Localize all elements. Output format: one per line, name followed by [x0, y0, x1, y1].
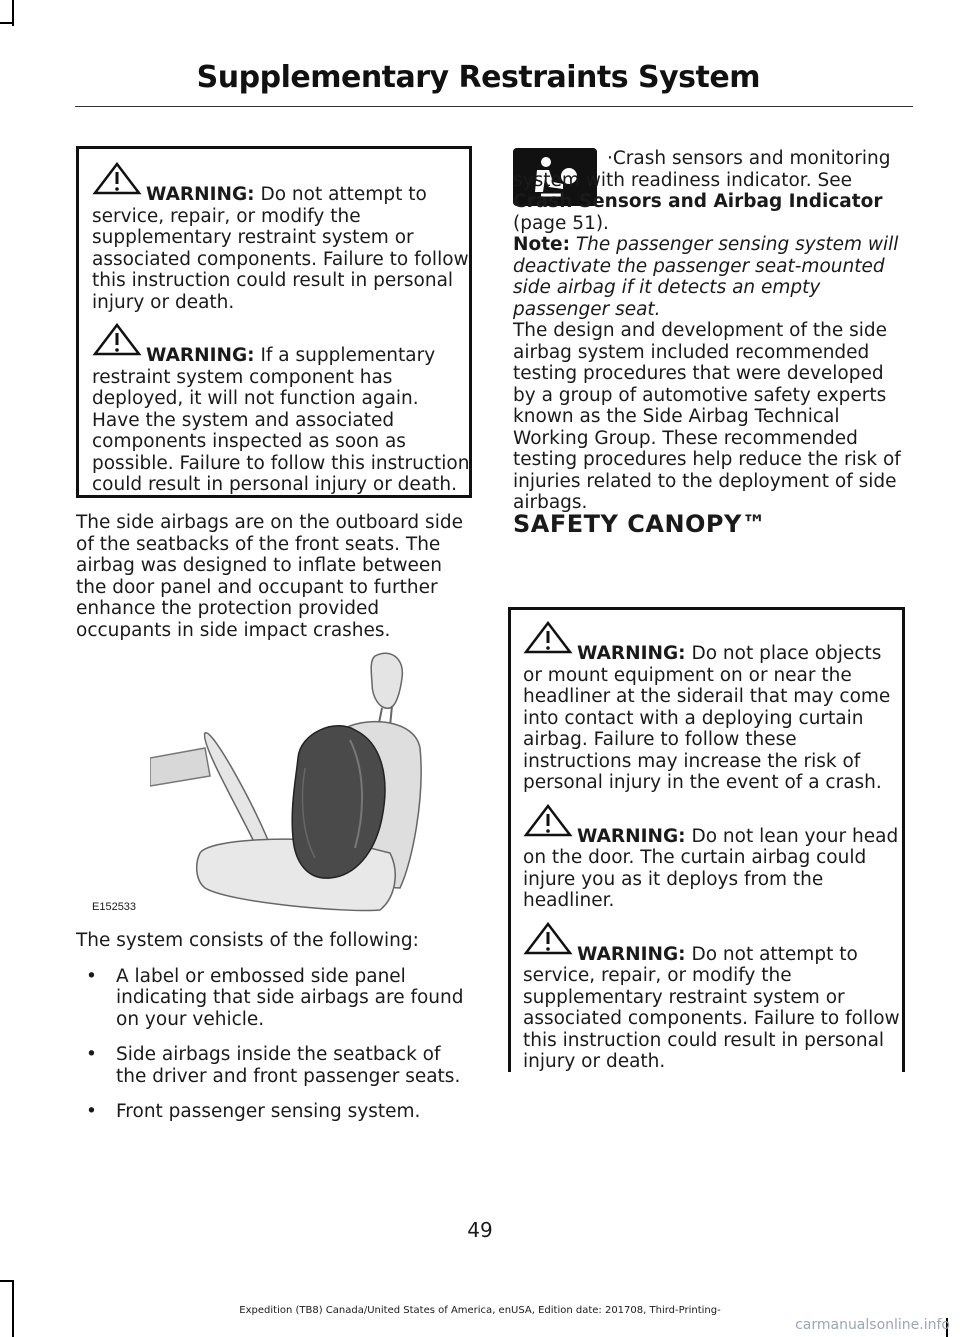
note-label: Note: — [513, 234, 570, 255]
warning-label: WARNING: — [577, 825, 686, 847]
system-components-list — [76, 966, 474, 1123]
right-warnings — [523, 643, 901, 1091]
crop-mark — [12, 0, 14, 26]
figure-code: E152533 — [92, 901, 137, 913]
bullet-symbol: • — [86, 965, 97, 987]
warning-triangle-icon — [92, 162, 142, 196]
sensor-item-page: (page 51). — [513, 212, 609, 234]
warning-triangle-icon — [523, 804, 573, 838]
note-paragraph — [513, 234, 908, 320]
system-intro: The system consists of the following: — [76, 930, 419, 951]
list-item-text: Front passenger sensing system. — [116, 1101, 421, 1122]
footer-text: Expedition (TB8) Canada/United States of America, enUSA, Edition date: 201708, Third-Printing- — [239, 1305, 721, 1316]
warning-text: Do not attempt to service, repair, or modify the supplementary restraint system or associated components. Failure to follow this instruction could result in personal injury or death. — [92, 184, 469, 313]
warning-block — [92, 184, 470, 313]
warning-block — [523, 826, 901, 912]
note-text: The passenger sensing system will deactivate the passenger seat-mounted side airbag if it detects an empty passenger seat. — [513, 234, 899, 320]
warning-text: Do not lean your head on the door. The curtain airbag could injure you as it deploys from the headliner. — [523, 825, 899, 911]
sensor-item — [513, 148, 908, 234]
right-body — [513, 148, 908, 538]
warning-label: WARNING: — [146, 184, 255, 205]
section-title: SAFETY CANOPY™ — [513, 509, 767, 538]
list-item — [76, 1101, 474, 1123]
list-item — [76, 966, 474, 1031]
watermark: carmanualsonline.info — [795, 1317, 950, 1333]
list-item — [76, 1044, 474, 1087]
list-item-text: A label or embossed side panel indicating that side airbags are found on your vehicle. — [116, 965, 464, 1030]
warning-triangle-icon — [523, 922, 573, 956]
bullet-symbol: • — [86, 1101, 97, 1122]
sensor-item-text: ·Crash sensors and monitoring system with readiness indicator. See — [513, 148, 891, 191]
list-item-text: Side airbags inside the seatback of the driver and front passenger seats. — [116, 1044, 461, 1087]
crop-mark — [0, 1280, 12, 1282]
page-title: Supplementary Restraints System — [196, 60, 760, 95]
design-paragraph: The design and development of the side airbag system included recommended testing procedures that were developed by a group of automotive safety experts known as the Side Airbag Technical Working Group. These recommended testing procedures help reduce the risk of injuries related to the deployment of side airbags. — [513, 320, 901, 513]
crop-mark — [0, 22, 12, 24]
warning-label: WARNING: — [146, 345, 255, 366]
warning-label: WARNING: — [577, 643, 686, 664]
crash-sensors-link[interactable]: Crash Sensors and Airbag Indicator — [513, 191, 883, 212]
warning-block — [92, 345, 470, 496]
warning-triangle-icon — [523, 621, 573, 655]
left-warnings — [92, 184, 470, 514]
left-system-list — [76, 930, 474, 1137]
warning-text: Do not place objects or mount equipment on or near the headliner at the siderail that may come into contact with a deploying curtain airbag. Failure to follow these instructions may increase the risk of personal injury in the event of a crash. — [523, 643, 891, 793]
left-body — [76, 512, 474, 641]
warning-text: Do not attempt to service, repair, or modify the supplementary restraint system or associated components. Failure to follow this instruction could result in personal injury or death. — [523, 943, 900, 1072]
side-airbag-seat-illustration — [150, 648, 470, 918]
page-number: 49 — [467, 1218, 493, 1242]
intro-paragraph: The side airbags are on the outboard side of the seatbacks of the front seats. The airbag was designed to inflate between the door panel and occupant to further enhance the protection provided occupants in side impact crashes. — [76, 512, 463, 641]
warning-text: If a supplementary restraint system component has deployed, it will not function again. Have the system and associated components inspected as soon as possible. Failure to follow this instruction could result in personal injury or death. — [92, 345, 470, 495]
bullet-symbol: • — [86, 1044, 97, 1065]
header-rule — [75, 106, 913, 107]
warning-triangle-icon — [92, 323, 142, 357]
warning-block — [523, 643, 901, 794]
warning-label: WARNING: — [577, 943, 686, 965]
warning-block — [523, 944, 901, 1073]
